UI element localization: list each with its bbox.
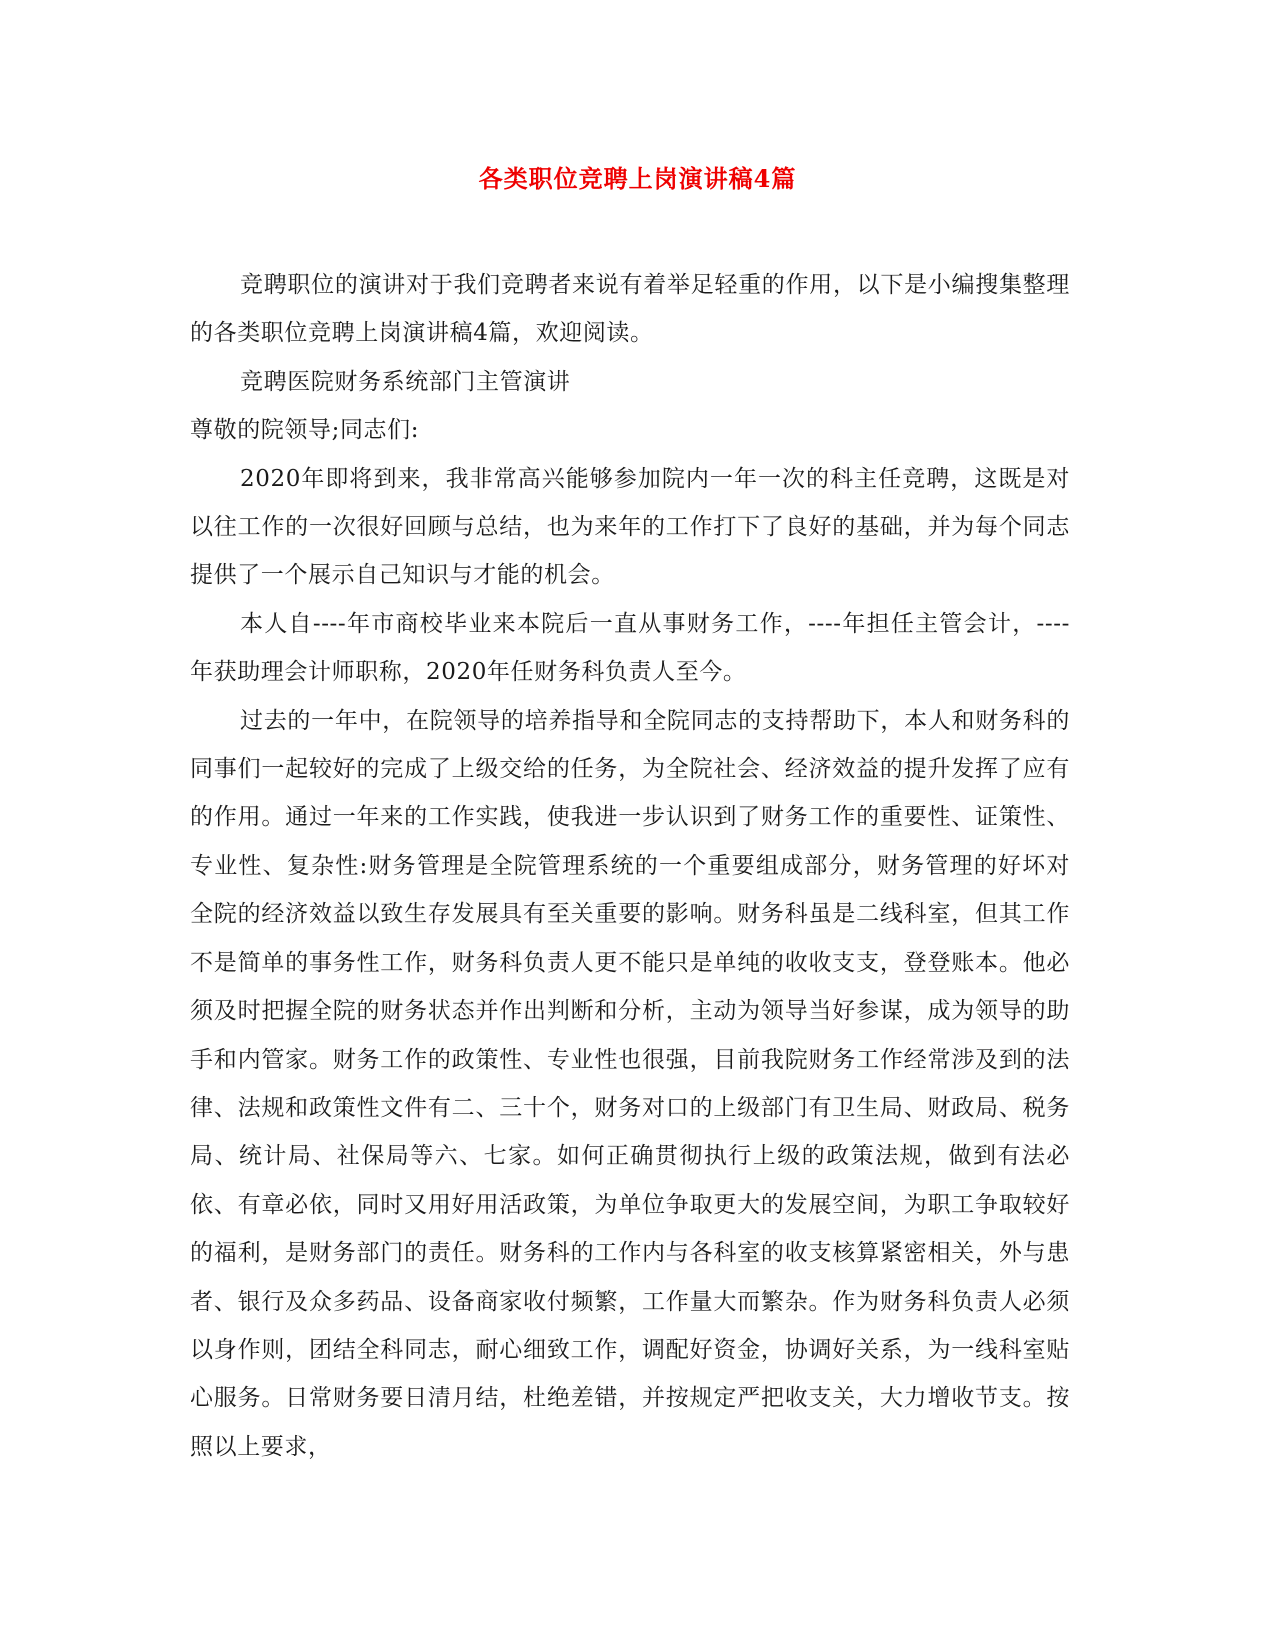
- paragraph-salutation: 尊敬的院领导;同志们:: [190, 417, 420, 444]
- paragraph-background: 本人自----年市商校毕业来本院后一直从事财务工作，----年担任主管会计，----年获助理会计师职称，2020年任财务科负责人至今。: [190, 610, 1070, 686]
- paragraph-review: 过去的一年中，在院领导的培养指导和全院同志的支持帮助下，本人和财务科的同事们一起较好的完成了上级交给的任务，为全院社会、经济效益的提升发挥了应有的作用。通过一年来的工作实践，使我进一步认识到了财务工作的重要性、证策性、专业性、复杂性:财务管理是全院管理系统的一个重要组成部分，财务管理的好坏对全院的经济效益以致生存发展具有至关重要的影响。财务科虽是二线科室，但其工作不是简单的事务性工作，财务科负责人更不能只是单纯的收收支支，登登账本。他必须及时把握全院的财务状态并作出判断和分析，主动为领导当好参谋，成为领导的助手和内管家。财务工作的政策性、专业性也很强，目前我院财务工作经常涉及到的法律、法规和政策性文件有二、三十个，财务对口的上级部门有卫生局、财政局、税务局、统计局、社保局等六、七家。如何正确贯彻执行上级的政策法规，做到有法必依、有章必依，同时又用好用活政策，为单位争取更大的发展空间，为职工争取较好的福利，是财务部门的责任。财务科的工作内与各科室的收支核算紧密相关，外与患者、银行及众多药品、设备商家收付频繁，工作量大而繁杂。作为财务科负责人必须以身作则，团结全科同志，耐心细致工作，调配好资金，协调好关系，为一线科室贴心服务。日常财务要日清月结，杜绝差错，并按规定严把收支关，大力增收节支。按照以上要求，: [190, 707, 1070, 1460]
- document-body: [190, 261, 1070, 1471]
- document-title: 各类职位竞聘上岗演讲稿4篇: [478, 164, 797, 193]
- paragraph-subtitle: 竞聘医院财务系统部门主管演讲: [240, 368, 571, 395]
- paragraph-intro: 竞聘职位的演讲对于我们竞聘者来说有着举足轻重的作用，以下是小编搜集整理的各类职位竞聘上岗演讲稿4篇，欢迎阅读。: [190, 272, 1070, 347]
- paragraph-opening: 2020年即将到来，我非常高兴能够参加院内一年一次的科主任竞聘，这既是对以往工作的一次很好回顾与总结，也为来年的工作打下了良好的基础，并为每个同志提供了一个展示自己知识与才能的机会。: [190, 465, 1070, 589]
